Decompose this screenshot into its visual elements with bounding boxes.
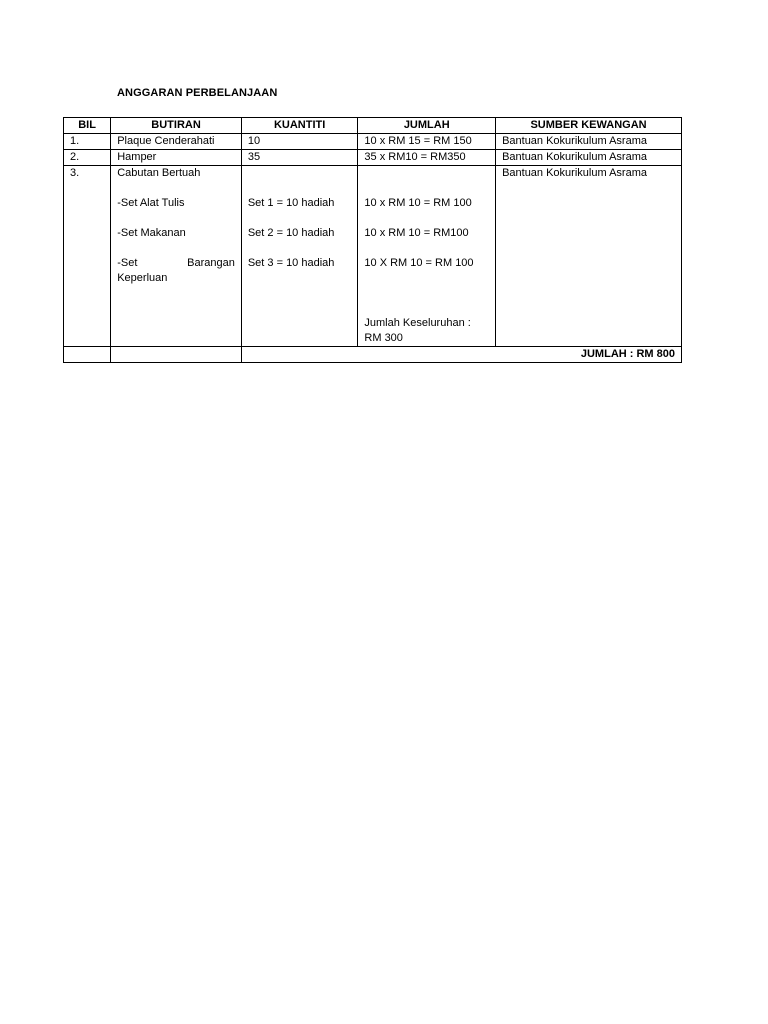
header-kuantiti: KUANTITI	[241, 118, 358, 134]
cell-jumlah: 35 x RM10 = RM350	[358, 150, 496, 166]
cell-kuantiti	[241, 166, 358, 347]
cell-bil: 3.	[64, 166, 111, 347]
cell-butiran	[111, 166, 242, 347]
sub-item-amount: 10 X RM 10 = RM 100	[364, 257, 474, 269]
sub-item-amount: 10 x RM 10 = RM 100	[364, 197, 472, 209]
table-row	[64, 166, 682, 347]
cell-sumber: Bantuan Kokurikulum Asrama	[496, 166, 682, 347]
table-row	[64, 134, 682, 150]
sub-item-label-part: Keperluan	[117, 272, 168, 284]
item-label: Cabutan Bertuah	[117, 167, 201, 179]
document-title: ANGGARAN PERBELANJAAN	[117, 87, 278, 99]
sub-item-label-part: Barangan	[187, 257, 235, 269]
table-header-row	[64, 118, 682, 134]
cell-kuantiti: 35	[241, 150, 358, 166]
sub-item-label: -Set Makanan	[117, 227, 186, 239]
cell-butiran: Plaque Cenderahati	[111, 134, 242, 150]
sub-item-quantity: Set 3 = 10 hadiah	[247, 257, 335, 269]
cell-butiran: Hamper	[111, 150, 242, 166]
header-butiran: BUTIRAN	[111, 118, 242, 134]
header-jumlah: JUMLAH	[358, 118, 496, 134]
table-row	[64, 150, 682, 166]
cell-jumlah: 10 x RM 15 = RM 150	[358, 134, 496, 150]
subtotal-value: RM 300	[364, 332, 403, 344]
total-row	[64, 347, 682, 363]
sub-item-label-part: -Set	[117, 257, 138, 269]
cell-sumber: Bantuan Kokurikulum Asrama	[496, 150, 682, 166]
sub-item-label-justified	[117, 256, 235, 271]
cell-jumlah	[358, 166, 496, 347]
cell-bil: 1.	[64, 134, 111, 150]
cell-kuantiti: 10	[241, 134, 358, 150]
cell-sumber: Bantuan Kokurikulum Asrama	[496, 134, 682, 150]
cell-bil: 2.	[64, 150, 111, 166]
sub-item-quantity: Set 1 = 10 hadiah	[247, 197, 335, 209]
grand-total: JUMLAH : RM 800	[241, 347, 681, 363]
sub-item-amount: 10 x RM 10 = RM100	[364, 227, 469, 239]
cell-bil-empty	[64, 347, 111, 363]
sub-item-quantity: Set 2 = 10 hadiah	[247, 227, 335, 239]
cell-butiran-empty	[111, 347, 242, 363]
budget-table	[63, 117, 682, 363]
subtotal-label: Jumlah Keseluruhan :	[364, 317, 471, 329]
sub-item-label: -Set Alat Tulis	[117, 197, 185, 209]
header-sumber: SUMBER KEWANGAN	[496, 118, 682, 134]
header-bil: BIL	[64, 118, 111, 134]
